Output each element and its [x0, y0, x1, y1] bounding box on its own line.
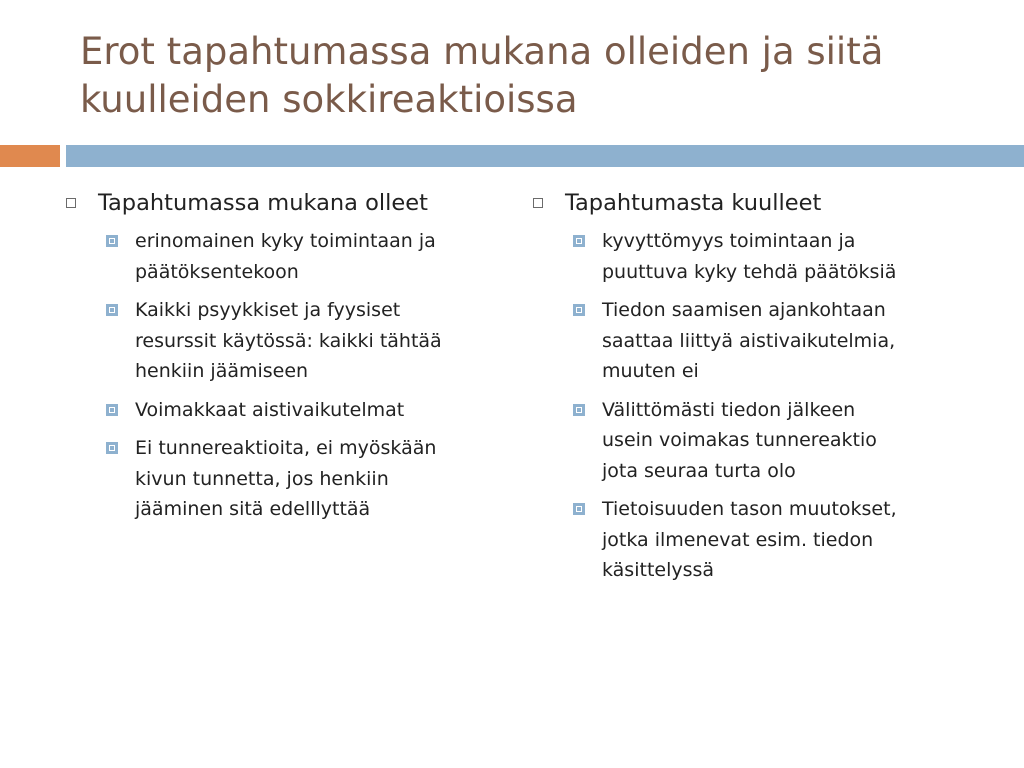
- accent-bar-orange: [0, 145, 60, 167]
- title-line-2: kuulleiden sokkireaktioissa: [80, 78, 578, 121]
- list-item-line: jota seuraa turta olo: [602, 459, 796, 482]
- list-item: [66, 226, 506, 287]
- list-item: [66, 395, 506, 426]
- list-item: [66, 433, 506, 525]
- right-heading-bullet: [533, 186, 973, 220]
- list-item: [533, 494, 973, 586]
- list-item: [533, 226, 973, 287]
- list-item: [533, 295, 973, 387]
- list-item-line: saattaa liittyä aistivaikutelmia,: [602, 329, 896, 352]
- list-item: [66, 295, 506, 387]
- list-item-line: Välittömästi tiedon jälkeen: [602, 398, 856, 421]
- hollow-square-bullet-icon: [533, 198, 543, 208]
- list-item-line: usein voimakas tunnereaktio: [602, 429, 877, 451]
- square-bullet-icon: [573, 304, 585, 316]
- list-item-line: jotka ilmenevat esim. tiedon: [602, 528, 874, 551]
- list-item-line: Kaikki psyykkiset ja fyysiset: [135, 299, 401, 321]
- list-item-line: muuten ei: [602, 360, 699, 382]
- left-heading: Tapahtumassa mukana olleet: [98, 190, 428, 216]
- accent-bar-blue: [66, 145, 1024, 167]
- left-column: [66, 186, 506, 533]
- list-item-line: jääminen sitä edelllyttää: [135, 498, 371, 520]
- square-bullet-icon: [106, 304, 118, 316]
- square-bullet-icon: [573, 235, 585, 247]
- square-bullet-icon: [106, 404, 118, 416]
- list-item-line: kivun tunnetta, jos henkiin: [135, 467, 389, 490]
- list-item-line: kyvyttömyys toimintaan ja: [602, 230, 856, 252]
- list-item-line: puuttuva kyky tehdä päätöksiä: [602, 260, 897, 283]
- right-heading: Tapahtumasta kuulleet: [565, 190, 822, 216]
- right-column: [533, 186, 973, 594]
- title-line-1: Erot tapahtumassa mukana olleiden ja siitä: [80, 30, 884, 73]
- list-item-line: Ei tunnereaktioita, ei myöskään: [135, 437, 437, 459]
- square-bullet-icon: [106, 235, 118, 247]
- square-bullet-icon: [573, 503, 585, 515]
- left-sub-list: [66, 226, 506, 525]
- slide-title: [80, 28, 980, 124]
- list-item: [533, 395, 973, 487]
- right-sub-list: [533, 226, 973, 586]
- hollow-square-bullet-icon: [66, 198, 76, 208]
- list-item-line: resurssit käytössä: kaikki tähtää: [135, 329, 442, 352]
- list-item-line: käsittelyssä: [602, 559, 715, 581]
- square-bullet-icon: [573, 404, 585, 416]
- list-item-line: päätöksentekoon: [135, 260, 299, 283]
- left-heading-bullet: [66, 186, 506, 220]
- list-item-line: Tiedon saamisen ajankohtaan: [602, 299, 886, 321]
- list-item-line: erinomainen kyky toimintaan ja: [135, 230, 436, 252]
- list-item-line: Voimakkaat aistivaikutelmat: [135, 398, 405, 421]
- list-item-line: henkiin jäämiseen: [135, 360, 309, 382]
- list-item-line: Tietoisuuden tason muutokset,: [602, 498, 897, 520]
- square-bullet-icon: [106, 442, 118, 454]
